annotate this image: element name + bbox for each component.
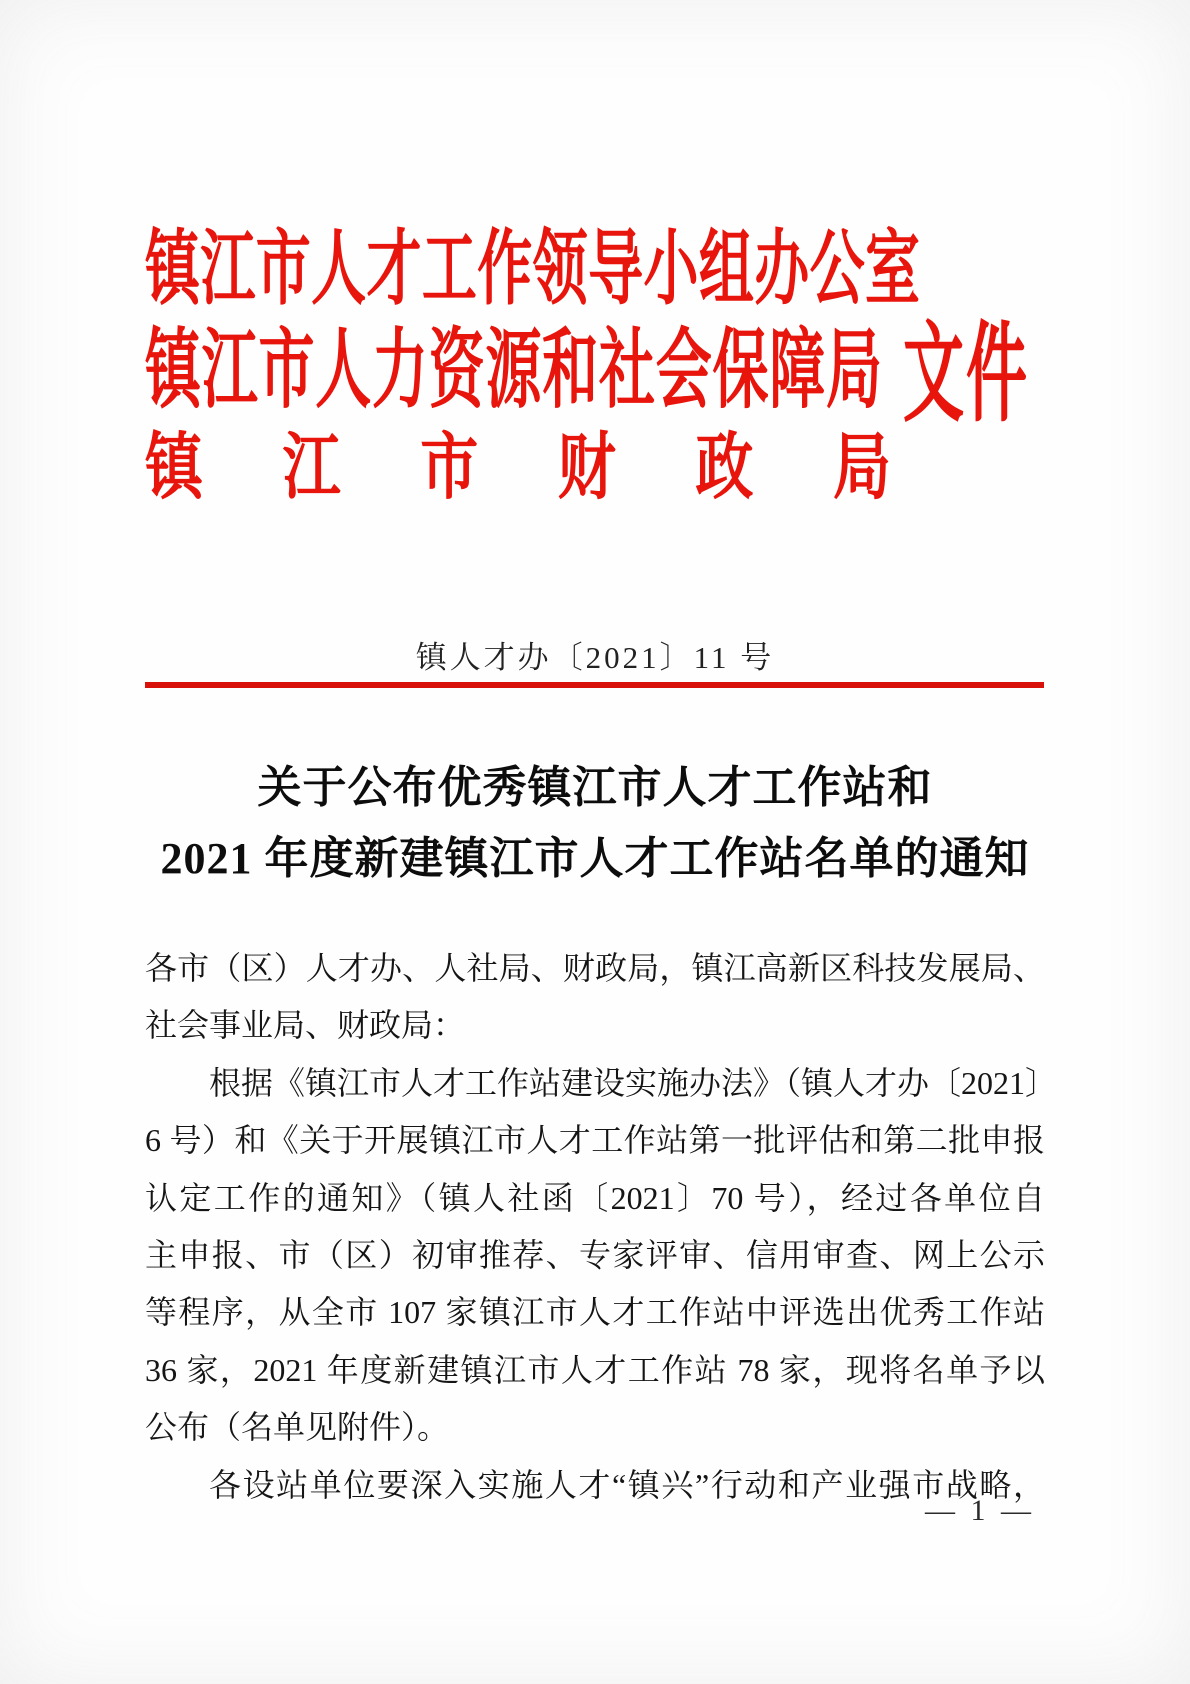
body-line: 各市（区）人才办、人社局、财政局，镇江高新区科技发展局、 [145,950,1045,986]
body-line: 36 家，2021 年度新建镇江市人才工作站 78 家，现将名单予以 [145,1351,1045,1388]
document-title [0,752,1190,894]
red-separator-line [145,682,1044,688]
body-line: 6 号）和《关于开展镇江市人才工作站第一批评估和第二批申报 [145,1122,1045,1159]
body-line: 公布（名单见附件）。 [145,1409,450,1446]
body-line: 认定工作的通知》（镇人社函〔2021〕70 号），经过各单位自 [145,1179,1045,1216]
body-line: 各设站单位要深入实施人才“镇兴”行动和产业强市战略， [209,1466,1045,1503]
doc-number: 镇人才办〔2021〕11 号 [415,640,775,675]
title-line-1: 关于公布优秀镇江市人才工作站和 [257,763,933,812]
page-number: — 1 — [925,1494,1035,1527]
header-org-line-2: 镇江市人力资源和社会保障局 [145,323,882,420]
header-org-line-3: 镇江市财政局 [145,427,891,509]
body-line: 等程序，从全市 107 家镇江市人才工作站中评选出优秀工作站 [145,1294,1045,1331]
body-line: 社会事业局、财政局： [145,1007,466,1044]
title-line-2: 2021 年度新建镇江市人才工作站名单的通知 [160,834,1030,883]
header-doc-suffix: 文件 [903,316,1030,436]
body-line: 主申报、市（区）初审推荐、专家评审、信用审查、网上公示 [145,1237,1045,1274]
document-body [145,940,1058,1514]
header-org-line-1: 镇江市人才工作领导小组办公室 [145,223,920,315]
body-line: 根据《镇江市人才工作站建设实施办法》（镇人才办〔2021〕 [209,1064,1058,1101]
